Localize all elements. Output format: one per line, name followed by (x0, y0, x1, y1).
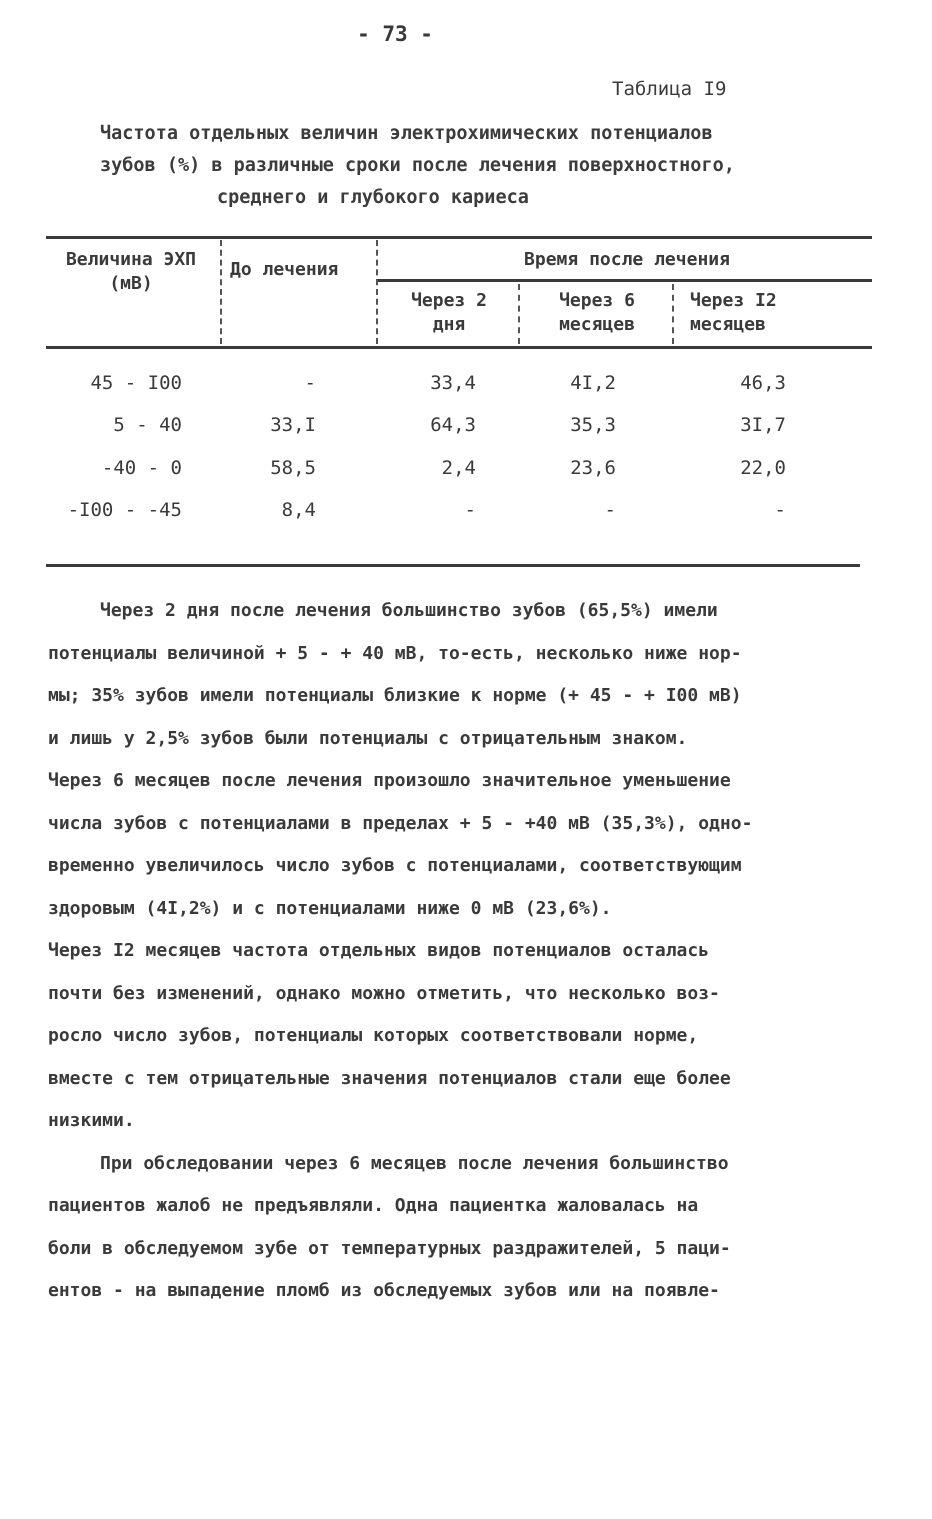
paragraph-line: ентов - на выпадение пломб из обследуемых зубов или на появле- (48, 1280, 720, 1301)
paragraph-line: росло число зубов, потенциалы которых соответствовали норме, (48, 1025, 699, 1046)
cell-ehp-range: -40 - 0 (101, 457, 182, 479)
cell-before: 8,4 (281, 499, 316, 521)
cell-before: 33,I (270, 414, 316, 436)
paragraph-line: здоровым (4I,2%) и с потенциалами ниже 0 мВ (23,6%). (48, 897, 612, 919)
paragraph-line: и лишь у 2,5% зубов были потенциалы с отрицательным знаком. (48, 727, 688, 749)
paragraph-line: потенциалы величиной + 5 - + 40 мВ, то-есть, несколько ниже нор- (48, 642, 742, 664)
cell-ehp-range: 5 - 40 (113, 414, 182, 436)
caption-line: Частота отдельных величин электрохимических потенциалов (100, 123, 713, 144)
paragraph-line: числа зубов с потенциалами в пределах + 5 - +40 мВ (35,3%), одно- (48, 812, 753, 834)
column-divider (672, 284, 674, 344)
cell-12-months: 46,3 (740, 372, 786, 394)
table-top-rule (46, 236, 872, 239)
table-label: Таблица I9 (612, 78, 727, 100)
cell-6-months: 23,6 (570, 457, 616, 479)
header-after-6-months: Через 6 месяцев (559, 290, 635, 335)
cell-2-days: 64,3 (430, 414, 476, 436)
cell-ehp-range: -I00 - -45 (67, 499, 182, 521)
column-divider (220, 240, 222, 344)
page-number: - 73 - (357, 22, 433, 46)
body-text (48, 590, 888, 1313)
column-divider (518, 284, 520, 344)
cell-12-months: 22,0 (740, 457, 786, 479)
paragraph-line: низкими. (48, 1110, 135, 1131)
table-row (46, 457, 872, 497)
paragraph-line: пациентов жалоб не предъявляли. Одна пациентка жаловалась на (48, 1195, 699, 1216)
caption-line: зубов (%) в различные сроки после лечения поверхностного, (100, 155, 735, 176)
table-row (46, 414, 872, 454)
cell-before: - (304, 372, 316, 394)
data-table (46, 236, 872, 576)
paragraph-line: почти без изменений, однако можно отметить, что несколько воз- (48, 982, 720, 1004)
cell-before: 58,5 (270, 457, 316, 479)
header-before-treatment: До лечения (230, 259, 339, 280)
paragraph-line: вместе с тем отрицательные значения потенциалов стали еще более (48, 1067, 731, 1089)
header-time-after-treatment: Время после лечения (524, 249, 730, 270)
cell-ehp-range: 45 - I00 (90, 372, 182, 394)
paragraph-line: Через 2 дня после лечения большинство зубов (65,5%) имели (100, 600, 718, 621)
cell-6-months: - (604, 499, 616, 521)
paragraph-line: При обследовании через 6 месяцев после лечения большинство (100, 1152, 729, 1174)
cell-2-days: 33,4 (430, 372, 476, 394)
header-ehp-value: Величина ЭХП (мВ) (65, 249, 197, 294)
header-bottom-rule (46, 346, 872, 349)
table-row (46, 372, 872, 412)
paragraph-line: временно увеличилось число зубов с потенциалами, соответствующим (48, 855, 742, 876)
cell-6-months: 35,3 (570, 414, 616, 436)
cell-12-months: 3I,7 (740, 414, 786, 436)
table-row (46, 499, 872, 539)
paragraph-line: боли в обследуемом зубе от температурных раздражителей, 5 паци- (48, 1237, 731, 1259)
cell-6-months: 4I,2 (570, 372, 616, 394)
cell-2-days: 2,4 (441, 457, 476, 479)
cell-12-months: - (774, 499, 786, 521)
column-divider (376, 240, 378, 344)
caption-line: среднего и глубокого кариеса (217, 187, 529, 208)
group-header-rule (376, 279, 872, 282)
paragraph-line: Через I2 месяцев частота отдельных видов потенциалов осталась (48, 940, 710, 961)
header-after-12-months: Через I2 месяцев (690, 290, 777, 335)
header-after-2-days: Через 2 дня (411, 290, 487, 335)
paragraph-line: Через 6 месяцев после лечения произошло значительное уменьшение (48, 770, 731, 791)
cell-2-days: - (464, 499, 476, 521)
table-bottom-rule (46, 564, 860, 567)
paragraph-line: мы; 35% зубов имели потенциалы близкие к норме (+ 45 - + I00 мВ) (48, 685, 742, 706)
table-caption (100, 118, 860, 214)
